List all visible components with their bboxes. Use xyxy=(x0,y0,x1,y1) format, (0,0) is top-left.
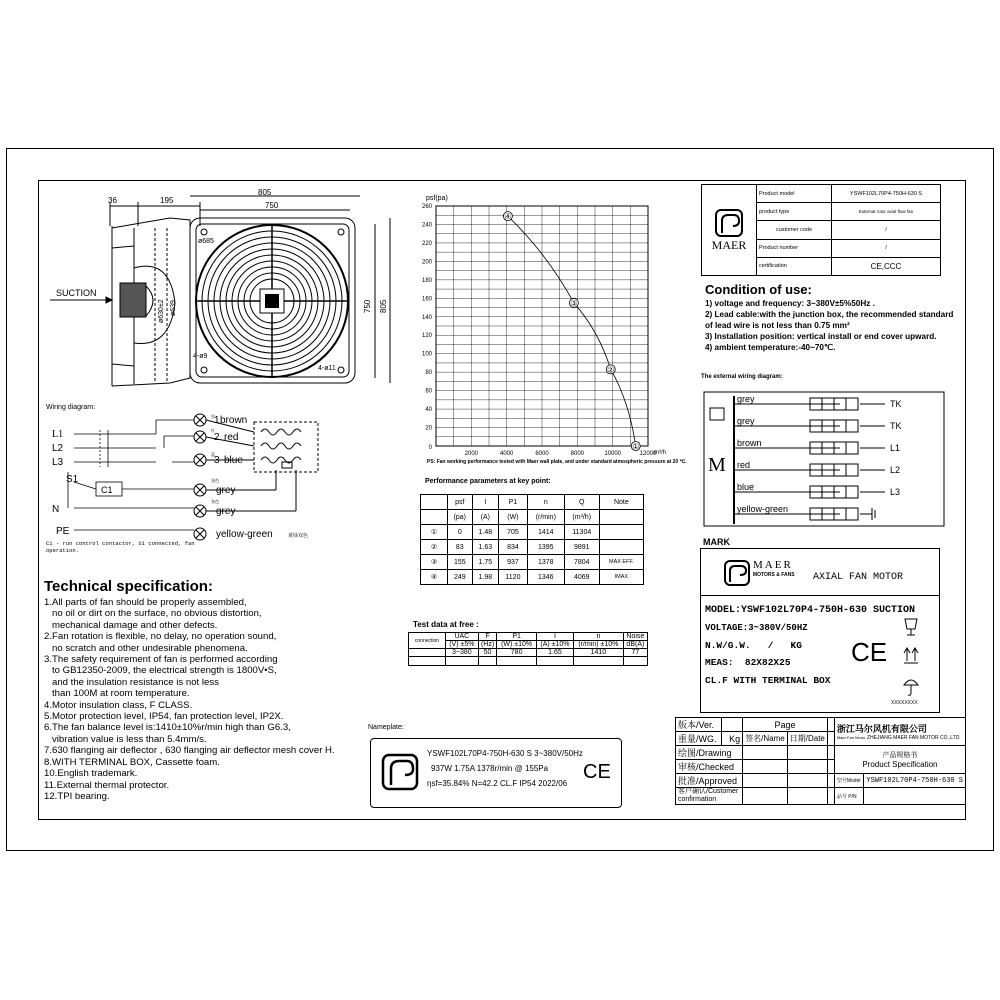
mark-cl: CL.F WITH TERMINAL BOX xyxy=(705,675,831,686)
table-row: 客户确认/Customer confirmation 品号 P/N xyxy=(676,788,966,805)
mark-voltage: VOLTAGE:3~380V/50HZ xyxy=(705,623,808,633)
dim-805-w: 805 xyxy=(258,188,272,197)
mark-model: MODEL:YSWF102L70P4-750H-630 SUCTION xyxy=(705,605,916,616)
wire-label: brown xyxy=(737,438,762,448)
dim-holes-11: 4-ø11 xyxy=(318,365,336,372)
product-info-table xyxy=(701,184,941,276)
company-en: ZHEJIANG MAER FAN MOTOR CO.,LTD. xyxy=(866,735,961,741)
chart-ylabel: psf(pa) xyxy=(426,195,448,202)
color-brown: brown xyxy=(220,415,248,426)
testdata-title: Test data at free : xyxy=(413,620,479,629)
tech-line: to GB12350-2009, the electrical strength is 1800V•S, xyxy=(52,665,277,677)
mark-code: XXXXXXXX xyxy=(891,700,918,706)
wiring-diagram xyxy=(46,412,336,542)
table-row: ④ 249 1.98 1120 1346 4069 IMAX xyxy=(421,570,644,585)
line-l1: L1 xyxy=(52,429,64,440)
dim-750-w: 750 xyxy=(265,201,279,210)
chart-x-tick: 12000 xyxy=(639,451,657,457)
chart-x-tick: 10000 xyxy=(604,451,622,457)
chart-series-line xyxy=(508,216,636,446)
line-pe: PE xyxy=(56,526,70,537)
chart-y-tick: 80 xyxy=(425,370,432,377)
line-n: N xyxy=(52,504,60,515)
wire-end: L2 xyxy=(890,465,901,475)
maer-logo xyxy=(723,559,751,587)
mark-meas: MEAS: 82X82X25 xyxy=(705,657,791,668)
table-row: Product number / xyxy=(702,239,941,257)
keep-dry-icon xyxy=(904,680,918,695)
chart-x-tick: 6000 xyxy=(535,451,549,457)
tag-grey-2: 灰色 xyxy=(211,499,219,504)
tech-line: than 100M at room temperature. xyxy=(52,688,190,700)
color-red: red xyxy=(224,432,239,443)
tech-line: 8.WITH TERMINAL BOX, Cassette foam. xyxy=(44,756,220,768)
line-l3: L3 xyxy=(52,457,64,468)
wire-end: TK xyxy=(890,421,902,431)
spec-en: Product Specification xyxy=(862,760,938,769)
maer-logo xyxy=(714,208,744,238)
table-row: ① 0 1.48 705 1414 11304 xyxy=(421,525,644,540)
wiring-title: Wiring diagram: xyxy=(46,404,96,411)
wire-label: grey xyxy=(737,394,755,404)
handling-icons xyxy=(901,617,921,701)
mark-title: MARK xyxy=(703,537,730,547)
chart-y-tick: 140 xyxy=(421,314,432,321)
dim-805-h: 805 xyxy=(379,299,388,313)
table-row: 版本/Ver. Page 浙江马尔风机有限公司 Maer Fan Motor ZHEJIANG MAER FAN MOTOR CO.,LTD. xyxy=(676,718,966,732)
tag-blue: 蓝 xyxy=(211,452,215,457)
nameplate-line1: YSWF102L70P4-750H-630 S 3~380V/50Hz xyxy=(427,749,583,758)
tech-line: and the insulation resistance is not less xyxy=(52,676,219,688)
chart-point-label: ② xyxy=(607,365,615,375)
table-header-row: psf I P1 n Q Note xyxy=(421,495,644,510)
spec-cn: 产品规格书 xyxy=(882,752,918,759)
wire-end: L3 xyxy=(890,487,901,497)
chart-y-tick: 260 xyxy=(421,204,432,210)
keypoint-table xyxy=(420,494,644,585)
chart-origin: 0 xyxy=(428,445,432,451)
keypoint-title: Performance parameters at key point: xyxy=(425,478,551,485)
tech-line: 7.630 flanging air deflector , 630 flanging air deflector mesh cover H. xyxy=(44,745,335,757)
color-blue: blue xyxy=(224,455,243,466)
nameplate-title: Nameplate: xyxy=(368,724,404,731)
tech-line: 10.English trademark. xyxy=(44,768,138,780)
mark-weight: N.W/G.W. / KG xyxy=(705,640,802,651)
chart-note: PS: Fan working performance tested with Maer wall plate, and under standard atmospheric pressure at 20 ℃. xyxy=(427,459,687,465)
tech-line: 2.Fan rotation is flexible, no delay, no operation sound, xyxy=(44,631,277,643)
tech-line: no scratch and other undesirable phenomena. xyxy=(52,642,248,654)
tech-line: 6.The fan balance level is:1410±10%r/min high than G6.3, xyxy=(44,722,291,734)
motor-symbol: M xyxy=(708,454,726,476)
fan-drawing xyxy=(50,188,388,398)
condition-list: 1) voltage and frequency: 3~380V±5%50Hz . 2) Lead cable:with the junction box, the recommended standard of lead wire is not less than 0.75 mm² 3) Installation position: vertical install or end cover upward. 4) ambient temperature:-40~70℃. xyxy=(705,299,954,352)
company-cn: 浙江马尔风机有限公司 xyxy=(836,724,927,734)
dim-195: 195 xyxy=(160,196,174,205)
tag-black: 黑 xyxy=(211,414,215,419)
table-row: 重量/WG. Kg 签名/Name 日期/Date xyxy=(676,732,966,746)
chart-xlabel: m³/h xyxy=(654,450,666,456)
chart-y-tick: 40 xyxy=(425,407,432,414)
chart-y-tick: 160 xyxy=(421,296,432,303)
performance-chart xyxy=(400,186,700,471)
table-row: ② 83 1.63 834 1395 9891 xyxy=(421,540,644,555)
external-title: The external wiring diagram: xyxy=(701,374,783,380)
c1-label: C1 xyxy=(101,485,113,495)
tag-red: 红 xyxy=(211,428,215,433)
mark-product: AXIAL FAN MOTOR xyxy=(813,572,904,583)
wire-end: TK xyxy=(890,399,902,409)
this-way-up-icon xyxy=(904,648,918,663)
chart-point-label: ③ xyxy=(570,298,578,308)
nameplate-line2: 937W 1.75A 1378r/min @ 155Pa xyxy=(431,764,549,773)
chart-y-tick: 20 xyxy=(425,425,432,432)
table-row: 批准/Approved 型号Model YSWF102L70P4-750H-630 S xyxy=(676,774,966,788)
chart-x-tick: 2000 xyxy=(464,451,479,457)
table-header-row: connection UAC F P1 I n Noise xyxy=(409,633,648,641)
table-row: 绘图/Drawing 产品规格书 Product Specification xyxy=(676,746,966,760)
line-l2: L2 xyxy=(52,443,64,454)
external-wiring xyxy=(700,386,950,531)
table-row: certification CE,CCC xyxy=(702,257,941,275)
color-yellow-green: yellow-green xyxy=(216,529,273,540)
chart-y-tick: 120 xyxy=(421,333,432,340)
wire-label: grey xyxy=(737,416,755,426)
nameplate-line3: ηsf=35.84% N=42.2 CL.F IP54 2022/06 xyxy=(427,779,568,788)
chart-y-tick: 60 xyxy=(425,388,432,395)
wire-label: red xyxy=(737,460,751,470)
tech-line: no oil or dirt on the surface, no obvious distortion, xyxy=(52,608,262,620)
chart-x-tick: 4000 xyxy=(499,451,514,457)
color-grey-1: grey xyxy=(216,485,236,496)
dim-holes-9: 4-ø9 xyxy=(193,353,208,360)
chart-y-tick: 180 xyxy=(421,277,432,284)
color-grey-2: grey xyxy=(216,506,236,517)
tech-line: 5.Motor protection level, IP54, fan protection level, IP2X. xyxy=(44,711,284,723)
maer-logo xyxy=(381,753,421,793)
nameplate xyxy=(370,738,622,808)
tech-line: 12.TPI bearing. xyxy=(44,790,110,802)
chart-point-label: ④ xyxy=(504,212,512,222)
tech-title: Technical specification: xyxy=(44,578,213,595)
chart-y-tick: 220 xyxy=(421,240,432,247)
chart-y-tick: 240 xyxy=(421,222,432,229)
tech-line: vibration value is less than 5.4mm/s. xyxy=(52,733,207,745)
title-block xyxy=(675,717,966,805)
yg-cn: 黄绿双色 xyxy=(288,533,309,539)
fragile-icon xyxy=(905,619,917,635)
terminal-1: 1 xyxy=(214,415,220,426)
mark-ce: CE xyxy=(851,637,888,667)
tech-list xyxy=(44,597,335,802)
table-unit-row: (pa) (A) (W) (r/min) (m³/h) xyxy=(421,510,644,525)
table-header-row: (V) ±5% (Hz) (W) ±10% (A) ±10% (r/min) ±10% dB(A) xyxy=(409,641,648,649)
wiring-note: C1 - run control contactor, S1 connected, fan operation. xyxy=(46,540,195,554)
chart-point-label: ① xyxy=(632,442,640,451)
product-logo-text: MAER xyxy=(711,237,747,252)
chart-y-tick: 200 xyxy=(421,259,432,266)
dim-750-h: 750 xyxy=(363,299,372,313)
testdata-table xyxy=(408,632,648,666)
terminal-3: 3 xyxy=(214,455,220,466)
table-row: 审核/Checked xyxy=(676,760,966,774)
ce-mark: CE xyxy=(583,761,611,783)
chart-y-tick: 100 xyxy=(421,351,432,358)
table-row: product type External rotor axial flow fan xyxy=(702,203,941,221)
mark-label xyxy=(700,548,940,713)
suction-label: SUCTION xyxy=(56,288,97,298)
table-row: customer code / xyxy=(702,221,941,239)
table-row: MAER Product model YSWF102L70P4-750H-630 S xyxy=(702,185,941,203)
dim-685: ø685 xyxy=(198,238,214,245)
dim-36: 36 xyxy=(108,196,117,205)
condition-title: Condition of use: xyxy=(705,282,812,297)
tag-grey-1: 灰色 xyxy=(211,478,219,483)
mark-brand-sub: MOTORS & FANS xyxy=(753,572,795,578)
table-row: 3~380 50 780 1.65 1410 77 xyxy=(409,649,648,657)
table-row: ③ 155 1.75 937 1378 7804 MAX EFF. xyxy=(421,555,644,570)
wire-label: blue xyxy=(737,482,755,492)
dim-639: ø639 xyxy=(170,300,177,316)
tech-line: 3.The safety requirement of fan is performed according xyxy=(44,654,278,666)
wire-label: yellow-green xyxy=(737,504,789,514)
tech-line: mechanical damage and other defects. xyxy=(52,619,218,631)
dim-630: ø630±2 xyxy=(158,299,165,323)
mark-brand: MAER xyxy=(753,559,793,571)
wire-end: L1 xyxy=(890,443,901,453)
terminal-2: 2 xyxy=(214,432,220,443)
logo-sub: Maer Fan Motor xyxy=(836,735,866,740)
tech-line: 11.External thermal protector. xyxy=(44,779,170,791)
tech-line: 1.All parts of fan should be properly assembled, xyxy=(44,597,247,608)
tech-line: 4.Motor insulation class, F CLASS. xyxy=(44,699,193,711)
line-s1: S1 xyxy=(66,474,79,485)
chart-x-tick: 8000 xyxy=(570,451,585,457)
